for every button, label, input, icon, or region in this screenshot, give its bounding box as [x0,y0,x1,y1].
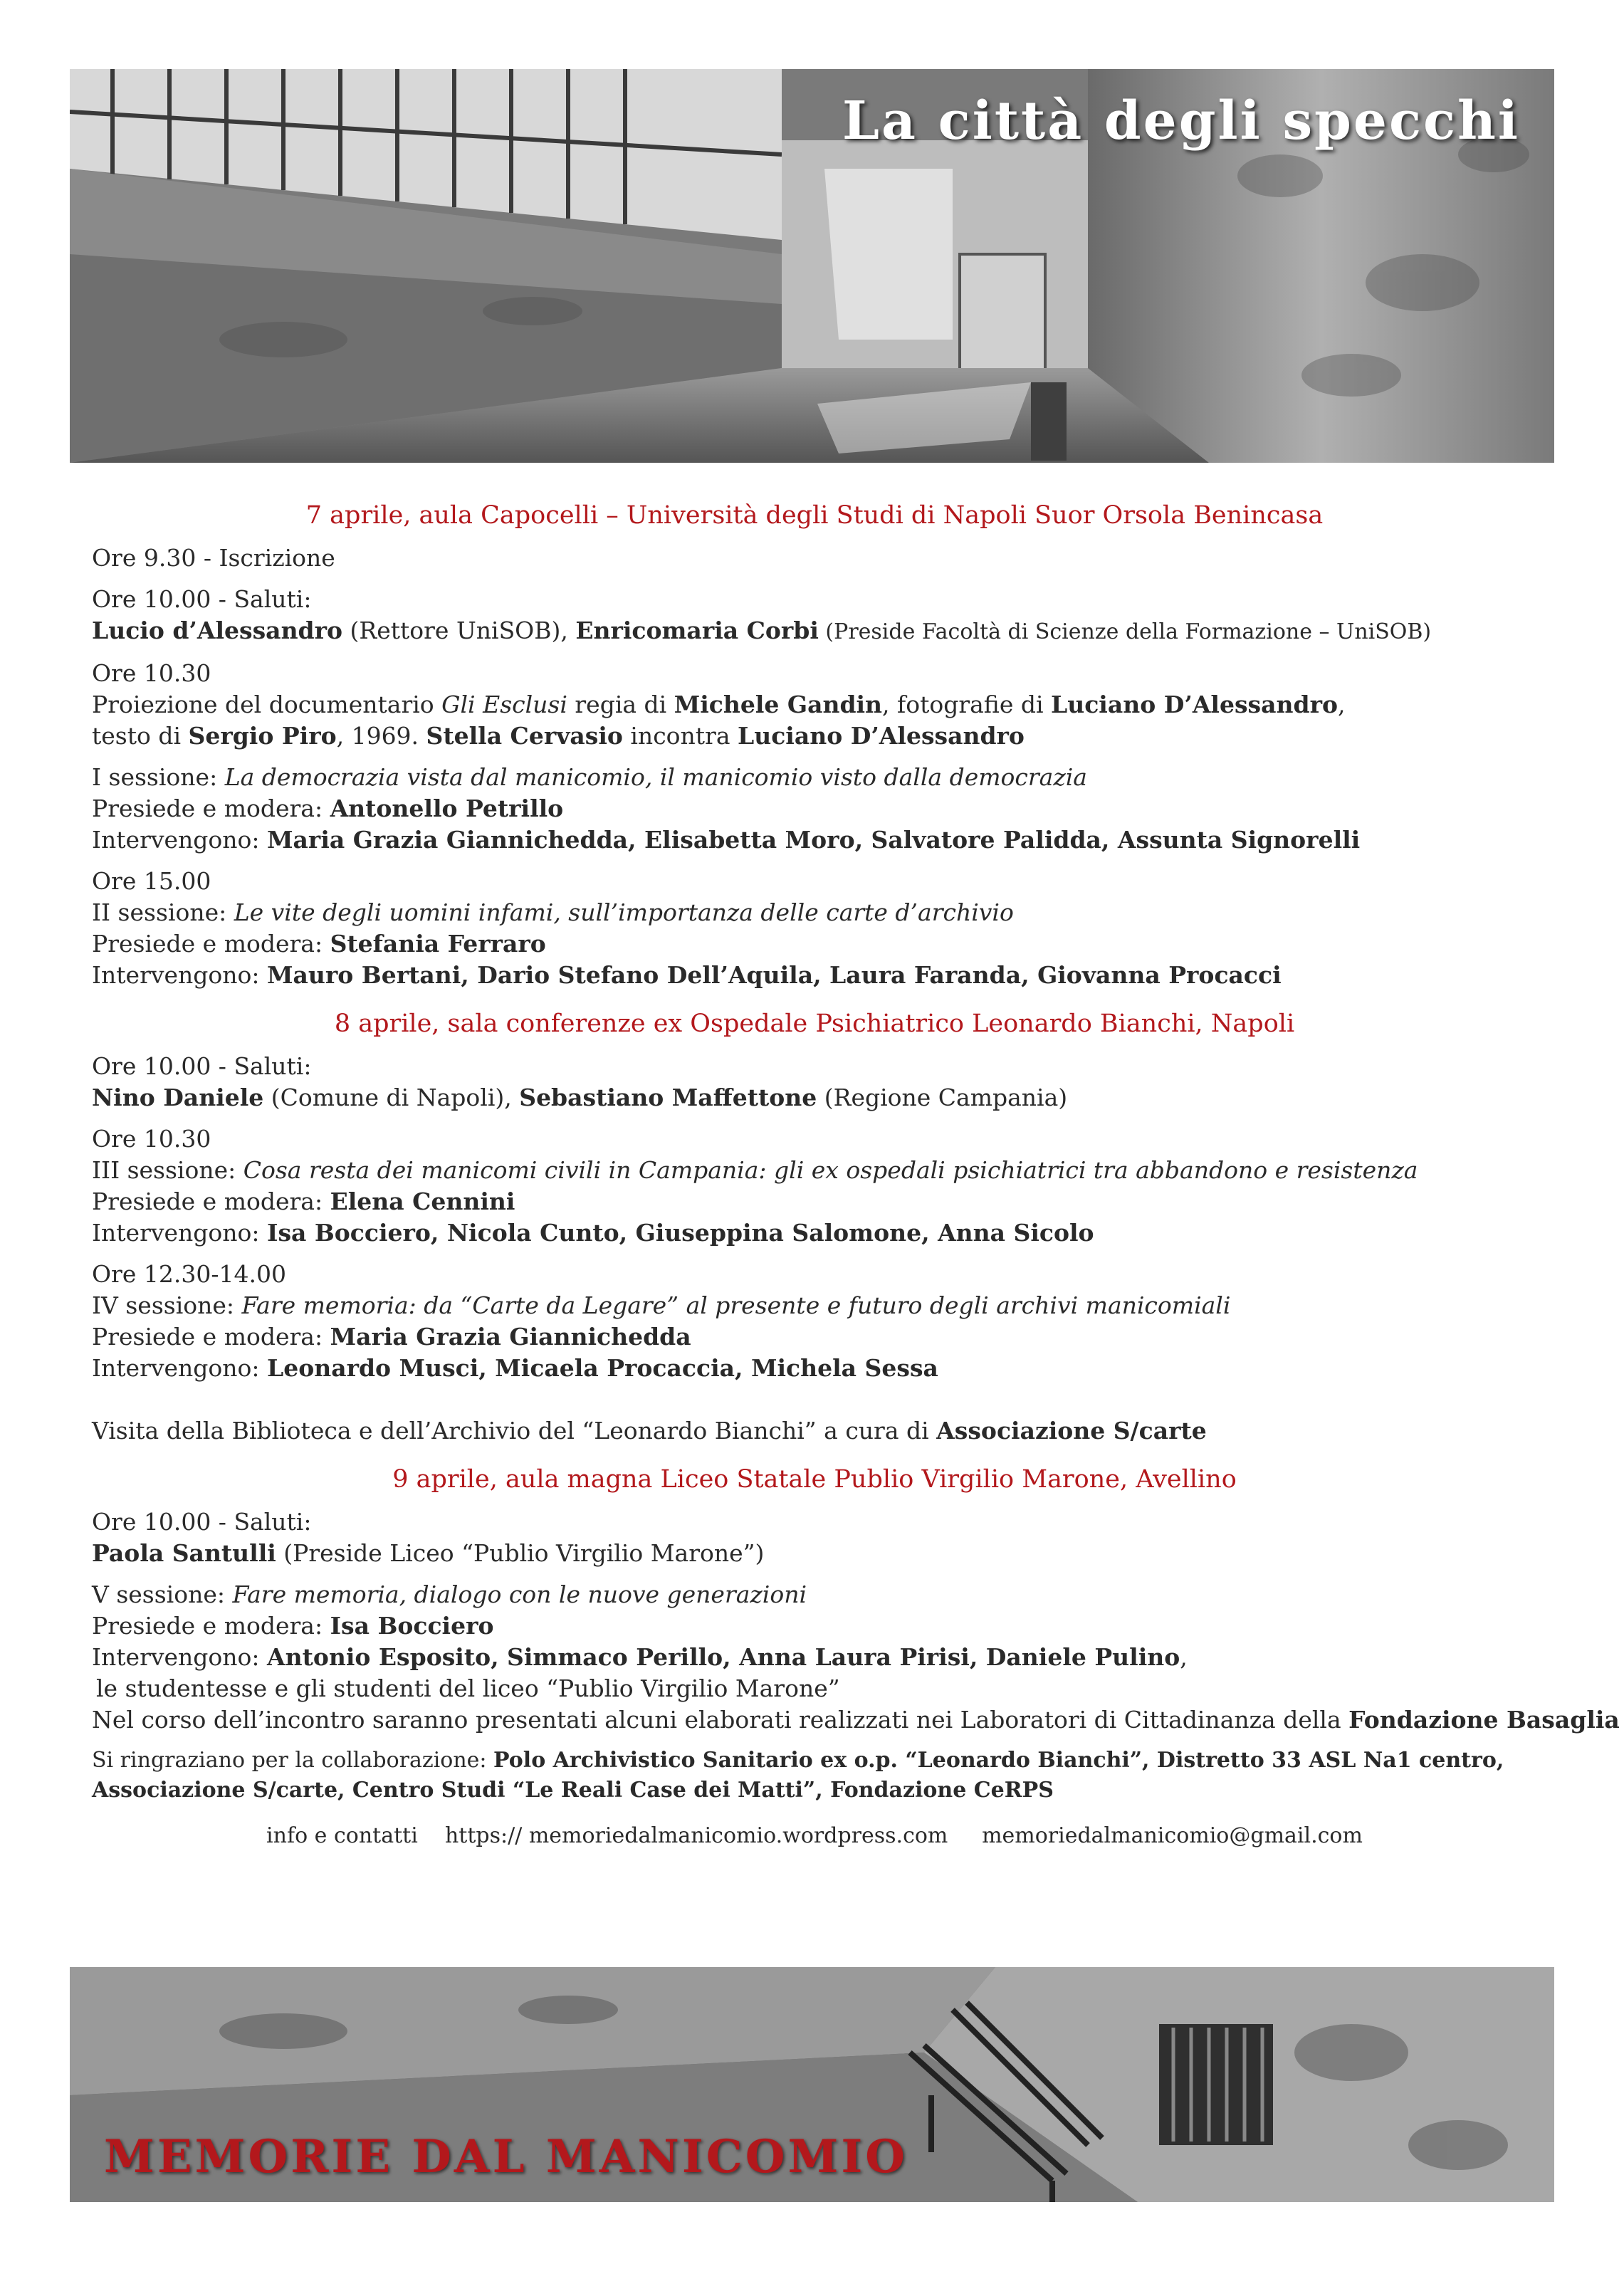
session-topic: Fare memoria, dialogo con le nuove generazioni [232,1581,807,1608]
session-chair [92,928,1537,960]
labs-line [92,1704,1620,1736]
day1-heading: 7 aprile, aula Capocelli – Università degli Studi di Napoli Suor Orsola Benincasa [305,501,1324,530]
session-time: Ore 10.30 [92,1125,211,1153]
session-topic: Cosa resta dei manicomi civili in Campania: gli ex ospedali psichiatrici tra abbandono e resistenza [243,1156,1418,1184]
session-speakers [92,960,1537,991]
session-label: II sessione: [92,898,234,926]
greetings-speakers [92,1538,1537,1569]
greeter-role: (Preside Facoltà di Scienze della Formazione – UniSOB) [818,619,1432,644]
speakers-label: Intervengono: [92,1354,268,1382]
labs-org: Fondazione Basaglia [1348,1706,1620,1734]
chair-name: Antonello Petrillo [330,795,564,822]
website-link[interactable]: https:// memoriedalmanicomio.wordpress.com [444,1823,948,1848]
labs-text: Nel corso dell’incontro saranno presentati alcuni elaborati realizzati nei Laboratori di Cittadinanza della [92,1706,1349,1734]
session-time: Ore 12.30-14.00 [92,1260,286,1288]
speakers-names: Leonardo Musci, Micaela Procaccia, Michela Sessa [267,1354,938,1382]
session-chair [92,793,1537,824]
contacts-label: info e contatti [266,1823,418,1848]
speakers-names: Isa Bocciero, Nicola Cunto, Giuseppina Salomone, Anna Sicolo [267,1219,1094,1247]
chair-name: Elena Cennini [330,1188,515,1215]
session-chair [92,1186,1537,1217]
footer-title: MEMORIE DAL MANICOMIO [104,2130,908,2184]
session-title [92,1579,1537,1610]
session-title [92,1155,1537,1186]
greeter-role: (Rettore UniSOB), [342,617,576,644]
registration-line: Ore 9.30 - Iscrizione [92,544,335,572]
day2-heading: 8 aprile, sala conferenze ex Ospedale Psichiatrico Leonardo Bianchi, Napoli [334,1010,1295,1038]
chair-label: Presiede e modera: [92,1323,330,1351]
session-speakers [92,824,1537,856]
speakers-names: Maria Grazia Giannichedda, Elisabetta Moro, Salvatore Palidda, Assunta Signorelli [267,826,1361,854]
screening-description [92,689,1537,720]
event-title: La città degli specchi [842,90,1520,152]
program [92,498,1620,1851]
greeter-name: Sebastiano Maffettone [519,1084,817,1111]
thanks-label: Si ringraziano per la collaborazione: [92,1748,494,1773]
text-fragment: , [1180,1643,1188,1671]
speakers-names: Antonio Esposito, Simmaco Perillo, Anna Laura Pirisi, Daniele Pulino [267,1643,1180,1671]
session-topic: Fare memoria: da “Carte da Legare” al presente e futuro degli archivi manicomiali [241,1291,1231,1319]
greeter-role: (Preside Liceo “Publio Virgilio Marone”) [276,1539,765,1567]
email-link[interactable]: memoriedalmanicomio@gmail.com [982,1823,1363,1848]
session-chair [92,1610,1537,1642]
speakers-label: Intervengono: [92,1219,268,1247]
text-fragment: , 1969. [336,722,426,750]
text-fragment: , fotografie di [882,691,1052,718]
chair-name: Stefania Ferraro [330,930,546,958]
session-label: III sessione: [92,1156,243,1184]
session-label: IV sessione: [92,1291,242,1319]
thanks-line [92,1746,1537,1776]
photographer-name: Luciano D’Alessandro [1051,691,1338,718]
speakers-names: Mauro Bertani, Dario Stefano Dell’Aquila, Laura Faranda, Giovanna Procacci [267,961,1282,989]
interviewer-name: Stella Cervasio [426,722,623,750]
chair-name: Maria Grazia Giannichedda [330,1323,691,1351]
greetings-time: Ore 10.00 - Saluti: [92,1508,312,1536]
session-topic: La democrazia vista dal manicomio, il manicomio visto dalla democrazia [224,763,1087,791]
chair-label: Presiede e modera: [92,930,330,958]
session-topic: Le vite degli uomini infami, sull’importanza delle carte d’archivio [234,898,1014,926]
text-fragment: testo di [92,722,189,750]
visit-org: Associazione S/carte [936,1417,1207,1445]
greetings-time: Ore 10.00 - Saluti: [92,585,312,613]
speakers-label: Intervengono: [92,826,268,854]
greeter-name: Paola Santulli [92,1539,276,1567]
greeter-name: Nino Daniele [92,1084,264,1111]
text-fragment: , [1337,691,1346,718]
session-title [92,762,1537,793]
director-name: Michele Gandin [674,691,883,718]
greetings-time: Ore 10.00 - Saluti: [92,1052,312,1080]
interviewee-name: Luciano D’Alessandro [738,722,1025,750]
greeter-role: (Regione Campania) [817,1084,1068,1111]
writer-name: Sergio Piro [188,722,337,750]
session-speakers [92,1353,1537,1384]
greeter-name: Lucio d’Alessandro [92,617,343,644]
session-label: I sessione: [92,763,225,791]
session-title [92,897,1537,928]
greeter-name: Enricomaria Corbi [575,617,819,644]
greetings-speakers [92,615,1537,648]
students-line: le studentesse e gli studenti del liceo “Publio Virgilio Marone” [96,1674,840,1702]
header-banner [70,69,1554,463]
footer-banner [70,1967,1554,2202]
session-title [92,1290,1537,1321]
session-label: V sessione: [92,1581,233,1608]
greetings-speakers [92,1082,1537,1113]
screening-credits [92,720,1537,752]
chair-label: Presiede e modera: [92,795,330,822]
session-time: Ore 15.00 [92,867,211,895]
speakers-label: Intervengono: [92,1643,268,1671]
greeter-role: (Comune di Napoli), [263,1084,520,1111]
day3-heading: 9 aprile, aula magna Liceo Statale Publio Virgilio Marone, Avellino [392,1465,1237,1494]
thanks-line: Associazione S/carte, Centro Studi “Le Reali Case dei Matti”, Fondazione CeRPS [92,1778,1054,1803]
contacts-line [92,1821,1537,1851]
visit-text: Visita della Biblioteca e dell’Archivio del “Leonardo Bianchi” a cura di [92,1417,937,1445]
chair-label: Presiede e modera: [92,1612,330,1640]
chair-label: Presiede e modera: [92,1188,330,1215]
visit-line [92,1415,1537,1447]
screening-time: Ore 10.30 [92,659,211,687]
text-fragment: Proiezione del documentario [92,691,442,718]
thanks-partners: Polo Archivistico Sanitario ex o.p. “Leonardo Bianchi”, Distretto 33 ASL Na1 centro, [493,1748,1504,1773]
session-speakers [92,1642,1537,1673]
session-speakers [92,1217,1537,1249]
session-chair [92,1321,1537,1353]
film-title: Gli Esclusi [441,691,567,718]
text-fragment: incontra [622,722,738,750]
chair-name: Isa Bocciero [330,1612,494,1640]
speakers-label: Intervengono: [92,961,268,989]
text-fragment: regia di [567,691,674,718]
